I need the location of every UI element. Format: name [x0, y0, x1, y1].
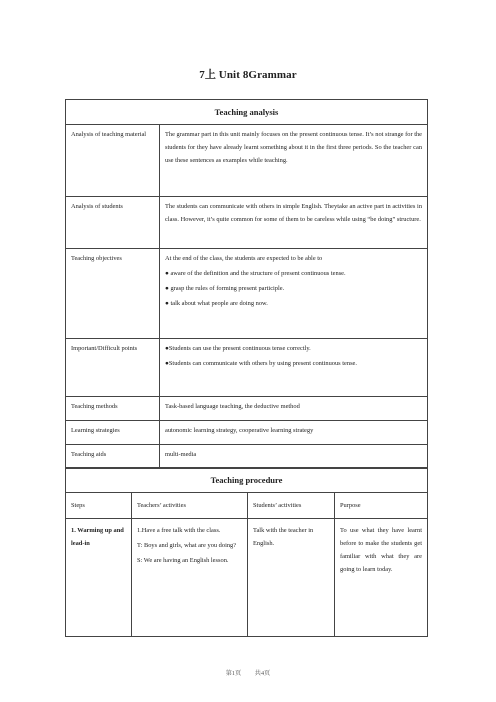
table-row [66, 519, 428, 637]
teacher-activities-cell [132, 519, 248, 637]
table-row [66, 197, 428, 249]
row-label: Analysis of students [66, 197, 160, 249]
procedure-heading: Teaching procedure [66, 468, 428, 493]
table-row [66, 397, 428, 421]
table-row [66, 421, 428, 445]
row-label: Important/Difficult points [66, 339, 160, 397]
key-point-item: ●Students can communicate with others by using present continuous tense. [165, 360, 357, 367]
row-label: Teaching objectives [66, 249, 160, 339]
objectives-intro: At the end of the class, the students are expected to be able to [165, 255, 323, 262]
purpose-cell: To use what they have learnt before to make the students get familiar with what they are going to learn today. [335, 519, 428, 637]
row-label: Analysis of teaching material [66, 125, 160, 197]
teacher-activity: S: We are having an English lesson. [137, 557, 229, 564]
table-row [66, 339, 428, 397]
row-content: The grammar part in this unit mainly focuses on the present continuous tense. It’s not strange for the students for they have already learnt something about it in the first three periods. So the teacher can use these sentences as examples while teaching. [160, 125, 428, 197]
row-content: multi-media [160, 445, 428, 469]
column-header: Students’ activities [248, 493, 335, 519]
column-header: Teachers’ activities [132, 493, 248, 519]
row-content: autonomic learning strategy, cooperative learning strategy [160, 421, 428, 445]
page-total: 共4页 [254, 670, 271, 677]
column-header-row [66, 493, 428, 519]
analysis-heading: Teaching analysis [66, 100, 428, 125]
teacher-activity: T: Boys and girls, what are you doing? [137, 542, 237, 549]
table-row [66, 445, 428, 469]
row-content: The students can communicate with others in simple English. Theytake an active part in activities in class. However, it’s quite common for some of them to be careless while using “be doing” structure. [160, 197, 428, 249]
row-label: Teaching aids [66, 445, 160, 469]
row-label: Teaching methods [66, 397, 160, 421]
key-point-item: ●Students can use the present continuous tense correctly. [165, 345, 311, 352]
teaching-analysis-table [65, 99, 428, 469]
table-row [66, 125, 428, 197]
teacher-activity: 1.Have a free talk with the class. [137, 527, 221, 534]
page-footer [0, 668, 496, 677]
row-content: Task-based language teaching, the deductive method [160, 397, 428, 421]
objective-item: ● aware of the definition and the structure of present continuous tense. [165, 270, 346, 277]
table-row [66, 249, 428, 339]
objective-item: ● talk about what people are doing now. [165, 300, 268, 307]
page-number: 第1页 [225, 670, 242, 677]
document-title: 7上 Unit 8Grammar [199, 69, 297, 81]
row-label: Learning strategies [66, 421, 160, 445]
column-header: Purpose [335, 493, 428, 519]
students-activities-cell: Talk with the teacher in English. [248, 519, 335, 637]
row-content [160, 339, 428, 397]
objective-item: ● grasp the rules of forming present participle. [165, 285, 285, 292]
step-cell: 1. Warming up and lead-in [66, 519, 132, 637]
column-header: Steps [66, 493, 132, 519]
teaching-procedure-table [65, 467, 428, 637]
row-content [160, 249, 428, 339]
